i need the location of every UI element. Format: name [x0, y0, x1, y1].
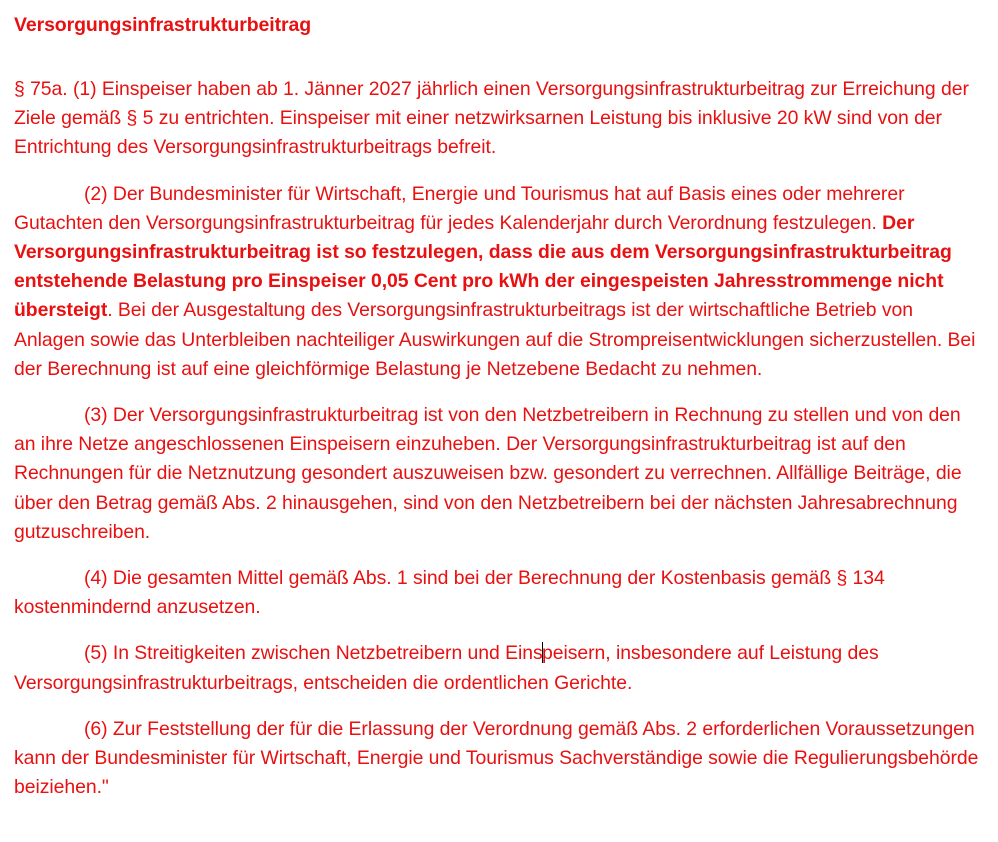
paragraph-2-intro: (2) Der Bundesminister für Wirtschaft, Energie und Tourismus hat auf Basis eines oder mehrerer Gutachten den Versorgungsinfrastrukturbeitrag für jedes Kalenderjahr durch Verordnung festzulegen. — [14, 182, 905, 234]
paragraph-5[interactable] — [0, 639, 998, 697]
paragraph-1[interactable]: § 75a. (1) Einspeiser haben ab 1. Jänner 2027 jährlich einen Versorgungsinfrastrukturbeitrag zur Erreichung der Ziele gemäß § 5 zu entrichten. Einspeiser mit einer netzwirksarnen Leistung bis inklusive 20 kW sind von der Entrichtung des Versorgungsinfrastrukturbeitrags befreit. — [14, 78, 969, 159]
paragraph-5-text-before-caret: (5) In Streitigkeiten zwischen Netzbetreibern und Eins — [84, 642, 543, 665]
paragraph-2-emphasis: Der Versorgungsinfrastrukturbeitrag ist so festzulegen, dass die aus dem Versorgungsinfrastrukturbeitrag entstehende Belastung pro Einspeiser 0,05 Cent pro kWh der eingespeisten Jahresstrommenge nicht übersteigt — [14, 211, 952, 322]
page-title: Versorgungsinfrastrukturbeitrag — [14, 14, 312, 36]
paragraph-4[interactable]: (4) Die gesamten Mittel gemäß Abs. 1 sind bei der Berechnung der Kostenbasis gemäß § 134 kostenmindernd anzusetzen. — [14, 567, 885, 619]
paragraph-5-text-after-caret: peisern, insbesondere auf Leistung des Versorgungsinfrastrukturbeitrags, entscheiden die ordentlichen Gerichte. — [14, 642, 879, 694]
paragraph-2-outro: . Bei der Ausgestaltung des Versorgungsinfrastrukturbeitrags ist der wirtschaftliche Betrieb von Anlagen sowie das Unterbleiben nachteiliger Auswirkungen auf die Strompreisentwicklungen sicherzustellen. Bei der Berechnung ist auf eine gleichförmige Belastung je Netzebene Bedacht zu nehmen. — [14, 299, 976, 380]
paragraph-2[interactable] — [0, 180, 998, 384]
paragraph-6[interactable]: (6) Zur Feststellung der für die Erlassung der Verordnung gemäß Abs. 2 erforderlichen Voraussetzungen kann der Bundesminister für Wirtschaft, Energie und Tourismus Sachverständige sowie die Regulierungsbehörde beiziehen." — [14, 717, 979, 799]
paragraph-3[interactable]: (3) Der Versorgungsinfrastrukturbeitrag ist von den Netzbetreibern in Rechnung zu stellen und von den an ihre Netze angeschlossenen Einspeisern einzuheben. Der Versorgungsinfrastrukturbeitrag ist auf den Rechnungen für die Netznutzung gesondert auszuweisen bzw. gesondert zu verrechnen. Allfällige Beiträge, die über den Betrag gemäß Abs. 2 hinausgehen, sind von den Netzbetreibern bei der nächsten Jahresabrechnung gutzuschreiben. — [14, 404, 962, 543]
